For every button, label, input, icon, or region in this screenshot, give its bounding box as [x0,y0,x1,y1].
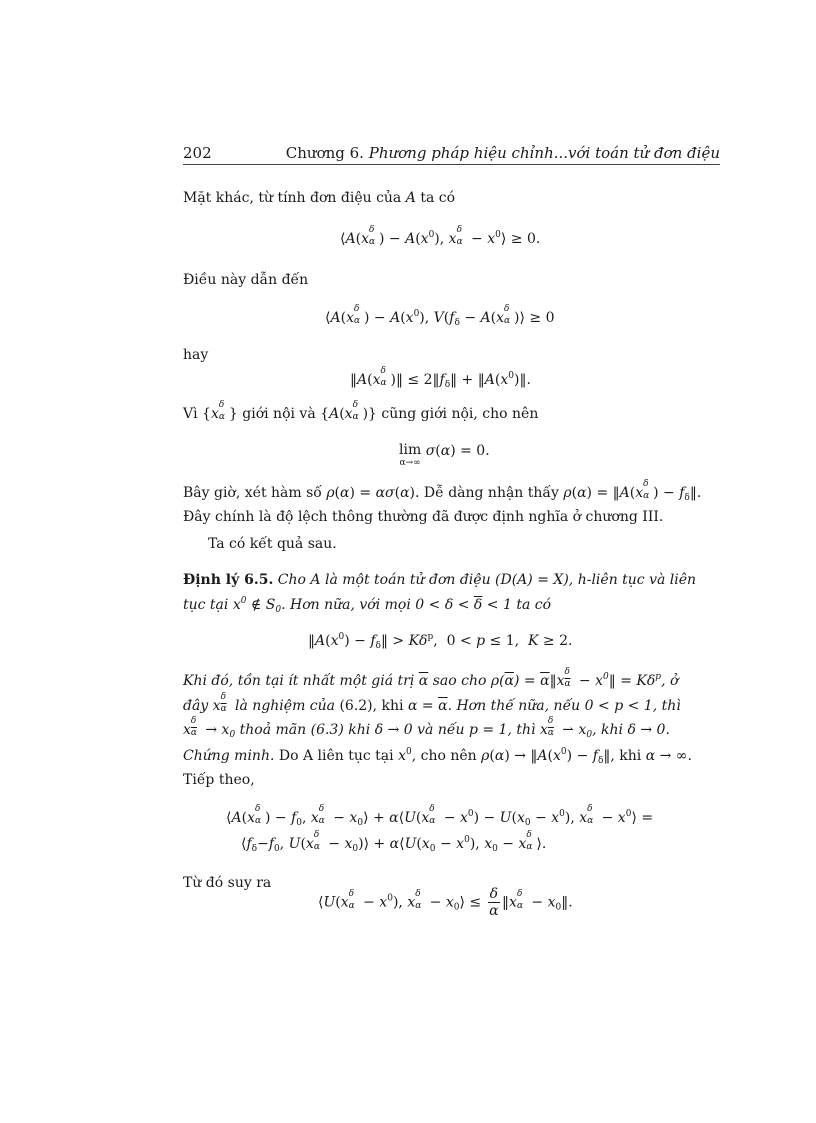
theorem-label: Định lý 6.5. [183,572,274,588]
text-span: Khi đó, tồn tại ít nhất một giá trị [183,673,415,689]
text-span: . Dễ dàng nhận thấy [415,485,559,501]
text-span: ta có [516,597,552,613]
text-span: (6.2), khi [339,698,404,714]
text-span: , thì [507,722,536,738]
text-span: và nếu [417,722,465,738]
theorem-line-3: Khi đó, tồn tại ít nhất một giá trị $\overline{\alpha}$ sao cho $\rho(\overline{\alpha})$ = $\overline{\alpha}‖x$ $\frac{\delta}{\alpha}$ − $x^0‖ = K\delta^p$, ở [183,667,679,689]
paragraph-3: hay [183,347,209,363]
equation-3: ‖A(x δ α )‖ ≤ $2‖f_\delta‖$ + $‖A(x^0)‖$. [350,366,531,390]
text-span: , khi [610,748,642,764]
proof-equation-line-1: ⟨A(x δ α ) − $f_0$, x δ α − $x_0⟩$ + α⟨U(x δ α − $x^0) - U(x_0 - x^0)$, x δ α − $x^0⟩$ = [226,804,654,828]
text-span: , cho nên [411,748,477,764]
theorem-line-1 [183,571,696,589]
text-span: (6.3) khi [310,722,371,738]
paragraph-last: Từ đó suy ra [183,875,272,891]
text-span: Cho A là một toán tử đơn điệu (D(A) = X), h-liên tục và liên [277,572,697,588]
text-span: cũng giới nội, cho nên [381,406,539,422]
text-span: , khi [592,722,624,738]
proof-line-1: Chứng minh. Do A liên tục tại $x^0$, cho nên $\rho(\alpha) \to ‖A(x^0)$ − $f_\delta‖$, khi α → ∞. [183,747,692,766]
text-span: . Hơn nữa, với mọi [281,597,411,613]
header-rule [183,164,720,165]
proof-line-2: Tiếp theo, [183,772,255,788]
text-span: . Hơn thế nữa, nếu [447,698,581,714]
equation-final: ⟨U(x δ α − $x^0$), x δ α − $x_0⟩$ ≤ $\frac{\delta}{\alpha}$ ‖x δ α − $x_0‖$. [318,886,573,919]
chapter-title: Phương pháp hiệu chỉnh...với toán tử đơn điệu [368,144,720,162]
text-span: tục tại [183,597,229,613]
running-header [286,144,720,162]
text-span: , ở [661,673,679,689]
paragraph-2: Điều này dẫn đến [183,272,309,288]
text-span: Bây giờ, xét hàm số [183,485,322,501]
paragraph-1 [183,189,455,207]
chapter-label: Chương 6. [285,144,364,162]
text-span: Mặt khác, từ tính đơn điệu của [183,190,402,206]
text-span: Do A liên tục tại [278,748,394,764]
paragraph-4: Vì {x δ α } giới nội và {A(x δ α )} cũng giới nội, cho nên [183,400,539,422]
paragraph-5: Bây giờ, xét hàm số ρ(α) = ασ(α). Dễ dàng nhận thấy ρ(α) = ‖A(x δ α ) − $f_\delta‖$. [183,479,702,503]
proof-label: Chứng minh. [183,748,275,764]
equation-2: ⟨A(x δ α ) − $A(x^0)$, $V(f_\delta - A(x$ δ α )⟩ ≥ 0 [325,304,555,328]
text-span: ta có [420,190,456,206]
theorem-line-4: đây x $\frac{\delta}{\alpha}$ là nghiệm của (6.2), khi $\alpha = \overline{\alpha}$. Hơn thế nữa, nếu 0 < p < 1, thì [183,692,681,714]
text-span: Vì [183,406,198,422]
theorem-line-2: tục tại $x^0$ ∉ $S_0$. Hơn nữa, với mọi $0 < \delta < \overline{\delta} < 1$ ta có [183,596,552,615]
text-span: , thì [652,698,681,714]
theorem-line-5: x $\frac{\delta}{\alpha}$ → $x_0$ thoả mãn (6.3) khi δ → 0 và nếu p = 1, thì x $\frac{\delta}{\alpha}$ ⇀ $x_0$, khi δ → 0. [183,716,670,740]
text-span: sao cho [432,673,487,689]
page-number: 202 [183,144,212,162]
text-span: thoả mãn [239,722,307,738]
text-span: là nghiệm của [235,698,335,714]
equation-4: lim α→∞ σ(α) = 0. [399,442,490,468]
theorem-inequality: $‖A(x^0)$ − $f_\delta‖ > K\delta^p$, 0 < p ≤ 1, K ≥ 2. [308,632,573,651]
text-span: giới nội và [242,406,316,422]
text-span: đây [183,698,209,714]
paragraph-6: Đây chính là độ lệch thông thường đã được định nghĩa ở chương III. [183,509,664,525]
math-var: A [405,190,416,206]
equation-1: ⟨A(x δ α ) − $A(x^0)$, x δ α − $x^0⟩ \ge 0$. [340,225,541,247]
paragraph-7: Ta có kết quả sau. [208,536,337,552]
proof-equation-line-2: $⟨f_\delta-f_0$, U(x δ α − $x_0)⟩$ + $\alpha⟨U(x_0 - x^0)$, $x_0 - x$ δ α ⟩. [241,830,547,854]
